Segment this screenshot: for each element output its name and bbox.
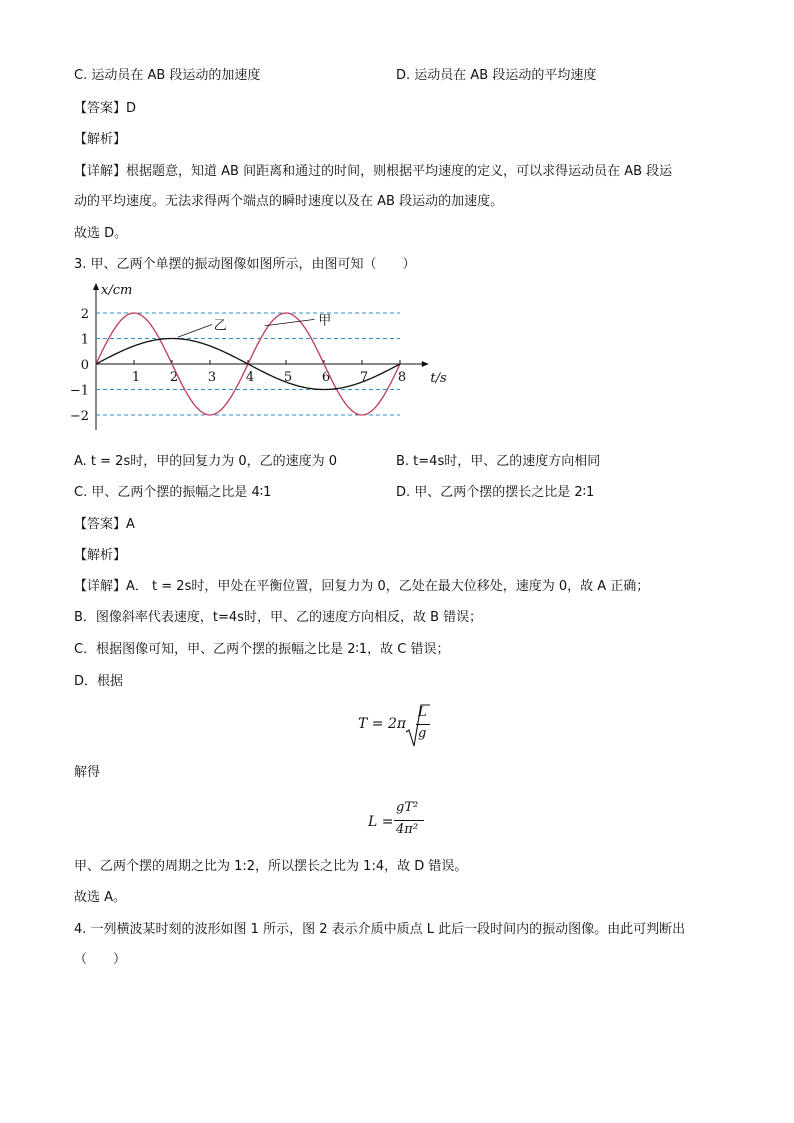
y-axis-arrow-icon: [93, 283, 99, 290]
x-axis-label: t/s: [430, 371, 447, 386]
y-tick-label: 2: [80, 307, 89, 322]
x-axis-arrow-icon: [422, 361, 429, 367]
x-tick-label: 3: [207, 370, 217, 385]
oscillation-chart: [70, 280, 450, 430]
formula-1-lhs: T = 2π: [358, 716, 407, 732]
answer-value: D: [126, 101, 137, 116]
detail-text: A． t = 2s时，甲处在平衡位置，回复力为 0，乙处在最大位移处，速度为 0，故 A 正确；: [126, 579, 650, 594]
formula-1-den: g: [418, 726, 427, 741]
q2-option-d: D. 运动员在 AB 段运动的平均速度: [396, 68, 597, 83]
q4-stem-line-2: （ ）: [74, 952, 127, 967]
x-tick-label: 2: [169, 370, 179, 385]
q3-answer: [74, 516, 135, 534]
formula-2-lhs: L =: [368, 814, 394, 830]
x-tick-label: 5: [283, 370, 293, 385]
q3-analysis-heading: 【解析】: [74, 548, 127, 563]
y-tick-label: 0: [80, 358, 89, 373]
formula-2-den: 4π²: [396, 822, 419, 837]
chart-ticks: [70, 307, 406, 424]
fraction-bar: [416, 724, 430, 725]
fraction-bar: [394, 820, 424, 821]
q2-analysis-heading: 【解析】: [74, 132, 127, 147]
q3-option-a: A. t = 2s时，甲的回复力为 0，乙的速度为 0: [74, 454, 338, 469]
x-tick-label: 8: [397, 370, 407, 385]
q2-conclusion: 故选 D。: [74, 226, 128, 241]
q2-detail-line-1: [74, 163, 672, 181]
q4-stem-line-1: 4. 一列横波某时刻的波形如图 1 所示，图 2 表示介质中质点 L 此后一段时间内的振动图像。由此可判断出: [74, 922, 686, 937]
y-tick-label: −1: [70, 383, 89, 399]
chart-labels: [101, 283, 447, 386]
series-label-leader: [178, 324, 212, 337]
q3-detail-d: D．根据: [74, 674, 124, 689]
q3-option-c: C. 甲、乙两个摆的振幅之比是 4∶1: [74, 485, 272, 500]
x-tick-label: 1: [131, 370, 141, 385]
q2-answer: [74, 100, 136, 118]
x-tick-label: 6: [321, 370, 331, 385]
q3-stem: 3. 甲、乙两个单摆的振动图像如图所示，由图可知（ ）: [74, 257, 416, 272]
formula-period: [358, 700, 448, 750]
answer-tag: 【答案】: [74, 101, 127, 116]
detail-tag: 【详解】: [74, 164, 127, 179]
q2-detail-line-2: 动的平均速度。无法求得两个端点的瞬时速度以及在 AB 段运动的加速度。: [74, 194, 504, 209]
formula-length: [368, 800, 448, 844]
detail-text: 根据题意，知道 AB 间距离和通过的时间，则根据平均速度的定义，可以求得运动员在 AB 段运: [126, 164, 673, 179]
y-tick-label: 1: [80, 332, 89, 348]
chart-axes: [93, 283, 429, 430]
q3-detail-c: C．根据图像可知，甲、乙两个摆的振幅之比是 2∶1，故 C 错误；: [74, 642, 450, 657]
q3-detail-a: [74, 578, 649, 596]
x-tick-label: 7: [359, 370, 369, 385]
q3-detail-b: B．图像斜率代表速度，t=4s时，甲、乙的速度方向相反，故 B 错误；: [74, 610, 483, 625]
q3-detail-e: 甲、乙两个摆的周期之比为 1:2，所以摆长之比为 1:4，故 D 错误。: [74, 859, 468, 874]
series-label-yi: 乙: [213, 318, 227, 334]
q2-option-c: C. 运动员在 AB 段运动的加速度: [74, 68, 261, 83]
answer-value: A: [126, 517, 135, 532]
y-tick-label: −2: [70, 409, 89, 424]
formula-1-num: L: [418, 705, 427, 720]
answer-tag: 【答案】: [74, 517, 127, 532]
q3-option-d: D. 甲、乙两个摆的摆长之比是 2∶1: [396, 485, 595, 500]
q3-conclusion: 故选 A。: [74, 890, 127, 905]
q3-option-b: B. t=4s时，甲、乙的速度方向相同: [396, 454, 601, 469]
q3-solve: 解得: [74, 765, 101, 780]
y-axis-label: x/cm: [101, 283, 133, 298]
series-label-jia: 甲: [318, 313, 332, 329]
formula-2-num: gT²: [396, 800, 419, 815]
x-tick-label: 4: [245, 370, 255, 385]
detail-tag: 【详解】: [74, 579, 127, 594]
